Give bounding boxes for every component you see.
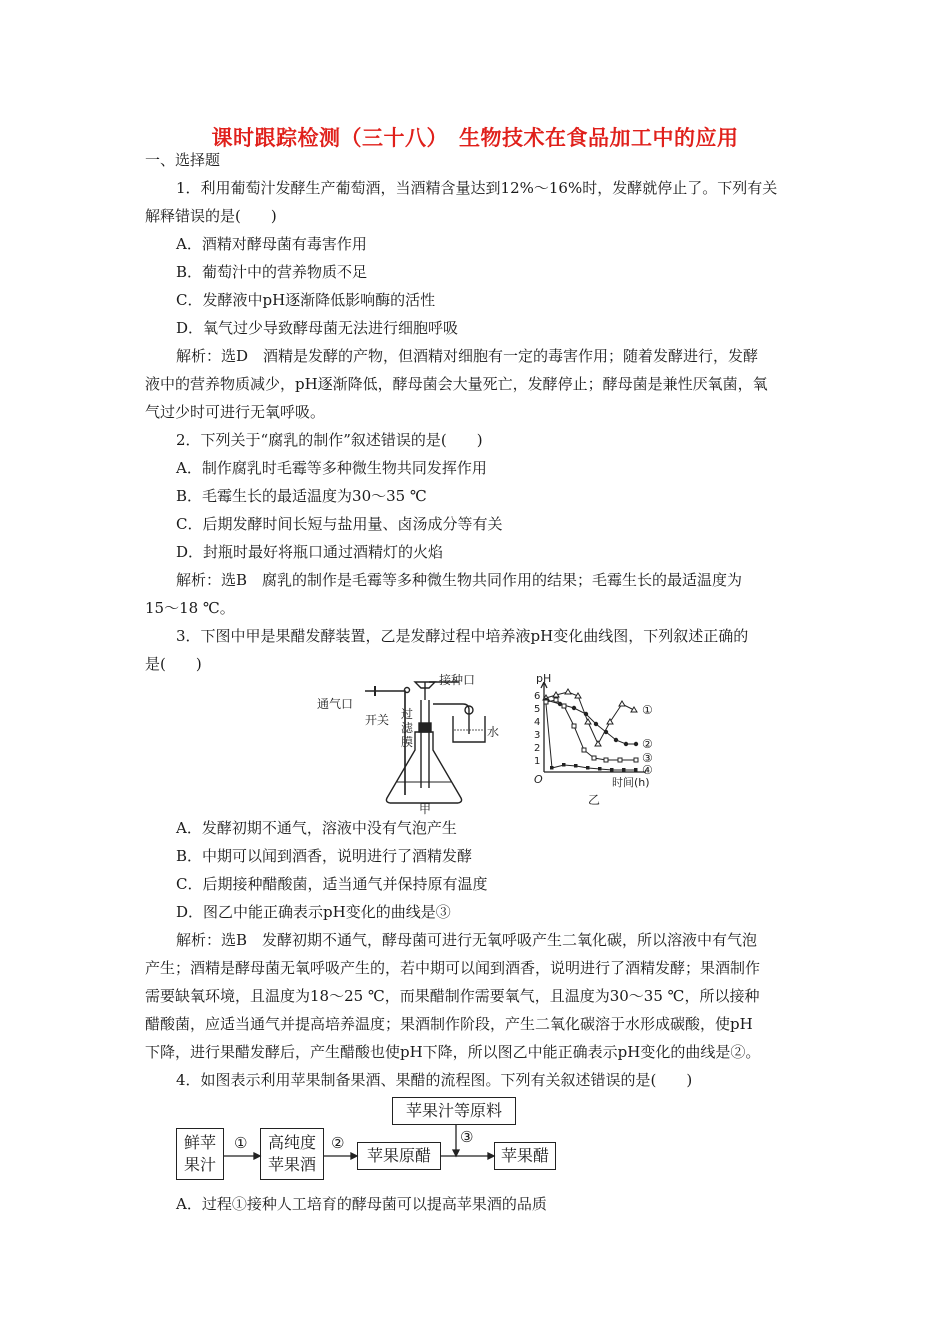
q3-stem-line1: 3．下图中甲是果醋发酵装置，乙是发酵过程中培养液pH变化曲线图，下列叙述正确的 bbox=[176, 627, 749, 645]
flow-step-2: ② bbox=[331, 1134, 345, 1152]
curve-4-point bbox=[574, 764, 578, 768]
section-heading: 一、选择题 bbox=[145, 151, 221, 169]
label-inlet: 通气口 bbox=[317, 697, 354, 711]
caption-yi: 乙 bbox=[588, 793, 601, 807]
q1-answer-line3: 气过少时可进行无氧呼吸。 bbox=[145, 403, 326, 421]
curve-2-point bbox=[584, 712, 588, 716]
q3-option-d: D．图乙中能正确表示pH变化的曲线是③ bbox=[176, 903, 451, 921]
curve-3-point bbox=[562, 704, 566, 708]
q4-option-a: A．过程①接种人工培育的酵母菌可以提高苹果酒的品质 bbox=[176, 1195, 547, 1213]
q1-option-d: D．氧气过少导致酵母菌无法进行细胞呼吸 bbox=[176, 319, 459, 337]
q2-option-a: A．制作腐乳时毛霉等多种微生物共同发挥作用 bbox=[176, 459, 487, 477]
curve-3-point bbox=[582, 748, 586, 752]
q3-option-a: A．发酵初期不通气，溶液中没有气泡产生 bbox=[176, 819, 457, 837]
arrow-head bbox=[453, 1150, 459, 1156]
curve-label-2: ② bbox=[642, 737, 653, 751]
q3-answer-line3: 需要缺氧环境，且温度为18～25 ℃，而果醋制作需要氧气，且温度为30～35 ℃，所以接种 bbox=[145, 987, 760, 1005]
figure-yi-ph-chart bbox=[530, 672, 690, 812]
curve-3-point bbox=[592, 756, 596, 760]
curve-1-point bbox=[565, 689, 571, 694]
q3-option-b: B．中期可以闻到酒香，说明进行了酒精发酵 bbox=[176, 847, 473, 865]
flow-box-fresh-juice bbox=[176, 1128, 224, 1180]
flow-box-fresh-juice-line1: 鲜苹 bbox=[183, 1133, 216, 1152]
y-tick-2: 2 bbox=[534, 743, 541, 754]
label-port: 接种口 bbox=[439, 673, 476, 687]
curve-3-point bbox=[634, 758, 638, 762]
q2-option-c: C．后期发酵时间长短与盐用量、卤汤成分等有关 bbox=[176, 515, 503, 533]
y-tick-3: 3 bbox=[534, 730, 541, 741]
flask-outline bbox=[386, 732, 461, 803]
flow-step-1: ① bbox=[234, 1134, 248, 1152]
label-switch: 开关 bbox=[365, 713, 390, 727]
q4-stem: 4．如图表示利用苹果制备果酒、果醋的流程图。下列有关叙述错误的是( ) bbox=[176, 1071, 693, 1089]
curve-4-point bbox=[610, 768, 614, 772]
flow-box-raw-materials-label: 苹果汁等原料 bbox=[405, 1101, 502, 1120]
flow-step-3: ③ bbox=[460, 1128, 474, 1146]
curve-3-point bbox=[572, 724, 576, 728]
q2-option-d: D．封瓶时最好将瓶口通过酒精灯的火焰 bbox=[176, 543, 444, 561]
arrow-head bbox=[488, 1153, 494, 1159]
curve-2-point bbox=[624, 742, 628, 746]
curve-3-point bbox=[618, 758, 622, 762]
curve-2-point bbox=[634, 742, 638, 746]
curve-label-3: ③ bbox=[642, 751, 653, 765]
y-axis-label: pH bbox=[536, 672, 552, 685]
curve-4-point bbox=[634, 768, 638, 772]
curve-label-4: ④ bbox=[642, 763, 653, 777]
flow-box-vinegar-label: 苹果醋 bbox=[500, 1146, 549, 1165]
label-water: 水 bbox=[487, 725, 500, 739]
q2-stem: 2．下列关于“腐乳的制作”叙述错误的是( ) bbox=[176, 431, 483, 449]
q2-answer-line1: 解析：选B 腐乳的制作是毛霉等多种微生物共同作用的结果；毛霉生长的最适温度为 bbox=[176, 571, 743, 589]
flow-box-vinegar bbox=[494, 1142, 556, 1170]
q1-answer-line1: 解析：选D 酒精是发酵的产物，但酒精对细胞有一定的毒害作用；随着发酵进行，发酵 bbox=[176, 347, 759, 365]
q3-answer-line1: 解析：选B 发酵初期不通气，酵母菌可进行无氧呼吸产生二氧化碳，所以溶液中有气泡 bbox=[176, 931, 758, 949]
curve-4-point bbox=[622, 768, 626, 772]
curve-2-point bbox=[604, 730, 608, 734]
curve-2-point bbox=[594, 722, 598, 726]
q1-option-a: A．酒精对酵母菌有毒害作用 bbox=[176, 235, 367, 253]
q3-answer-line4: 醋酸菌，应适当通气并提高培养温度；果酒制作阶段，产生二氧化碳溶于水形成碳酸，使pH bbox=[145, 1015, 753, 1033]
page-title: 课时跟踪检测（三十八） 生物技术在食品加工中的应用 bbox=[211, 126, 739, 150]
q2-answer-line2: 15～18 ℃。 bbox=[145, 599, 235, 617]
flow-box-raw-materials bbox=[392, 1097, 516, 1125]
flow-box-high-purity-wine-line2: 苹果酒 bbox=[267, 1155, 316, 1174]
q3-answer-line5: 下降，进行果醋发酵后，产生醋酸也使pH下降，所以图乙中能正确表示pH变化的曲线是②。 bbox=[145, 1043, 761, 1061]
label-filter-3: 膜 bbox=[401, 735, 414, 749]
curve-1-point bbox=[585, 719, 591, 724]
flow-box-raw-vinegar-label: 苹果原醋 bbox=[366, 1146, 431, 1165]
curve-2 bbox=[546, 700, 636, 744]
curve-1-point bbox=[619, 701, 625, 706]
y-tick-6: 6 bbox=[534, 691, 541, 702]
flow-box-fresh-juice-line2: 果汁 bbox=[183, 1155, 216, 1174]
curve-2-point bbox=[572, 706, 576, 710]
q2-option-b: B．毛霉生长的最适温度为30～35 ℃ bbox=[176, 487, 427, 505]
q3-option-c: C．后期接种醋酸菌，适当通气并保持原有温度 bbox=[176, 875, 488, 893]
curve-2-point bbox=[614, 738, 618, 742]
q3-stem-line2: 是( ) bbox=[145, 655, 202, 673]
origin-label: O bbox=[534, 773, 543, 786]
curve-4-point bbox=[562, 763, 566, 767]
figure-jia-apparatus bbox=[315, 670, 520, 815]
q3-answer-line2: 产生；酒精是酵母菌无氧呼吸产生的，若中期可以闻到酒香，说明进行了酒精发酵；果酒制作 bbox=[145, 959, 761, 977]
y-tick-1: 1 bbox=[534, 756, 541, 767]
curve-4-point bbox=[598, 767, 602, 771]
q1-answer-line2: 液中的营养物质减少，pH逐渐降低，酵母菌会大量死亡，发酵停止；酵母菌是兼性厌氧菌，氧 bbox=[145, 375, 768, 393]
arrow-head bbox=[351, 1153, 357, 1159]
curve-1-point bbox=[595, 741, 601, 746]
flow-arrows bbox=[224, 1124, 496, 1184]
q1-option-b: B．葡萄汁中的营养物质不足 bbox=[176, 263, 368, 281]
curve-label-1: ① bbox=[642, 703, 653, 717]
curve-3-point bbox=[554, 698, 558, 702]
flow-box-high-purity-wine-line1: 高纯度 bbox=[267, 1133, 316, 1152]
y-tick-4: 4 bbox=[534, 717, 541, 728]
q1-option-c: C．发酵液中pH逐渐降低影响酶的活性 bbox=[176, 291, 436, 309]
curve-4-point bbox=[550, 766, 554, 770]
y-tick-5: 5 bbox=[534, 704, 541, 715]
label-filter-2: 滤 bbox=[401, 721, 414, 735]
label-filter-1: 过 bbox=[401, 707, 414, 721]
caption-jia: 甲 bbox=[419, 802, 432, 815]
q1-stem-line2: 解释错误的是( ) bbox=[145, 207, 277, 225]
curve-3 bbox=[546, 700, 636, 760]
curve-3-point bbox=[604, 758, 608, 762]
curve-4-point bbox=[586, 766, 590, 770]
arrow-head bbox=[254, 1153, 260, 1159]
q1-stem-line1: 1．利用葡萄汁发酵生产葡萄酒，当酒精含量达到12%～16%时，发酵就停止了。下列有关 bbox=[176, 179, 778, 197]
x-axis-label: 时间(h) bbox=[612, 776, 650, 789]
curve-3-point bbox=[544, 700, 548, 704]
